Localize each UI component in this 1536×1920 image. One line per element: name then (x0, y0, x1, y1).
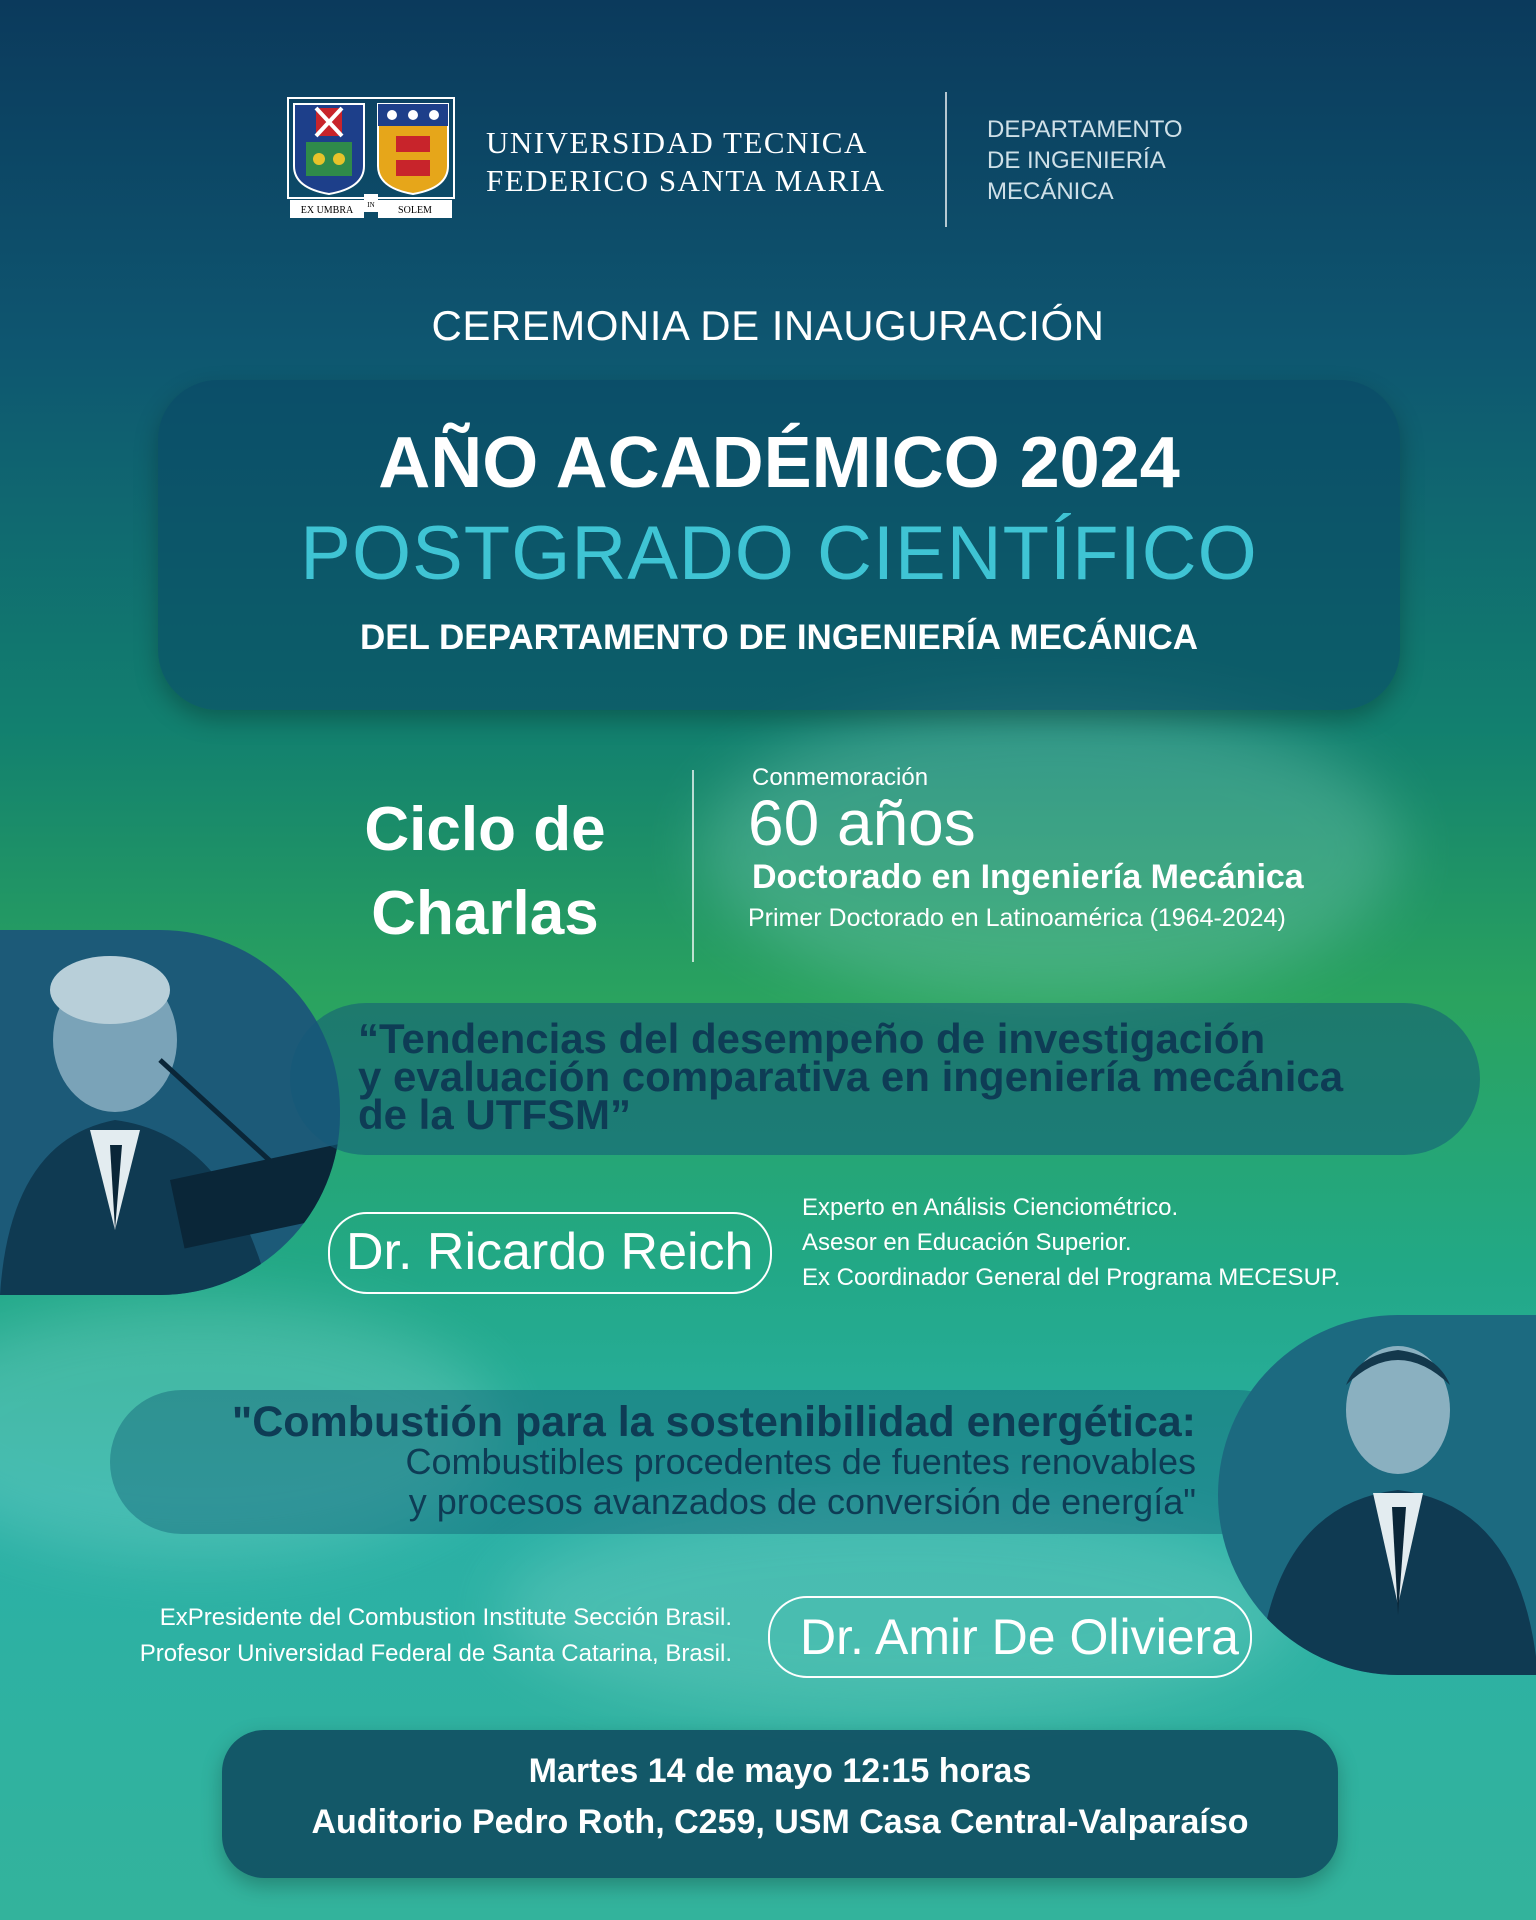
university-name (486, 124, 886, 200)
talk2-line3: y procesos avanzados de conversión de energía" (408, 1481, 1196, 1522)
talk1-line3: de la UTFSM” (358, 1091, 632, 1138)
speaker2-bio-line2: Profesor Universidad Federal de Santa Catarina, Brasil. (139, 1640, 732, 1667)
ceremony-heading: CEREMONIA DE INAUGURACIÓN (431, 302, 1105, 349)
speaker1-bio (802, 1190, 1340, 1295)
event-venue: Auditorio Pedro Roth, C259, USM Casa Central-Valparaíso (311, 1803, 1249, 1841)
university-name-line2: FEDERICO SANTA MARIA (486, 163, 886, 198)
cycle-title (330, 788, 640, 956)
doctorate-note: Primer Doctorado en Latinoamérica (1964-2024) (748, 904, 1286, 932)
speaker2-bio-line1: ExPresidente del Combustion Institute Sección Brasil. (159, 1604, 732, 1631)
cycle-title-line2: Charlas (371, 879, 599, 948)
department-line3: MECÁNICA (987, 178, 1114, 205)
talk2-subtitle (156, 1442, 1196, 1522)
event-date: Martes 14 de mayo 12:15 horas (528, 1752, 1032, 1790)
talk2-title: "Combustión para la sostenibilidad energética: (231, 1398, 1196, 1446)
speaker1-portrait-icon (0, 930, 340, 1295)
speaker2-bio (40, 1600, 732, 1672)
speaker1-bio-line3: Ex Coordinador General del Programa MECESUP. (802, 1264, 1341, 1291)
logo-motto-left: EX UMBRA (300, 205, 354, 216)
anniversary-years: 60 años (748, 787, 976, 859)
department-name (987, 114, 1183, 207)
event-title: AÑO ACADÉMICO 2024 (378, 423, 1180, 503)
speaker1-photo (0, 930, 340, 1295)
cycle-divider (692, 770, 694, 962)
speaker1-bio-line2: Asesor en Educación Superior. (802, 1229, 1132, 1256)
department-line1: DEPARTAMENTO (987, 116, 1183, 143)
logo-motto-right: SOLEM (398, 205, 432, 216)
commemoration-label: Conmemoración (752, 764, 929, 791)
talk1-line2: y evaluación comparativa en ingeniería mecánica (358, 1053, 1344, 1100)
university-name-line1: UNIVERSIDAD TECNICA (486, 125, 868, 160)
speaker2-name: Dr. Amir De Oliviera (800, 1609, 1239, 1665)
speaker1-bio-line1: Experto en Análisis Cienciométrico. (802, 1194, 1179, 1221)
header-divider (945, 92, 947, 227)
event-subtitle: POSTGRADO CIENTÍFICO (300, 511, 1258, 596)
doctorate-program: Doctorado en Ingeniería Mecánica (752, 858, 1304, 896)
talk1-line1: “Tendencias del desempeño de investigación (358, 1015, 1266, 1062)
department-line2: DE INGENIERÍA (987, 147, 1166, 174)
event-department: DEL DEPARTAMENTO DE INGENIERÍA MECÁNICA (359, 618, 1199, 657)
logo-motto-mid: IN (367, 201, 375, 209)
cycle-title-line1: Ciclo de (364, 795, 606, 864)
talk2-line2: Combustibles procedentes de fuentes renovables (405, 1441, 1196, 1482)
university-logo (286, 96, 456, 222)
talk1-title (358, 1015, 1344, 1138)
speaker1-name: Dr. Ricardo Reich (346, 1223, 754, 1281)
